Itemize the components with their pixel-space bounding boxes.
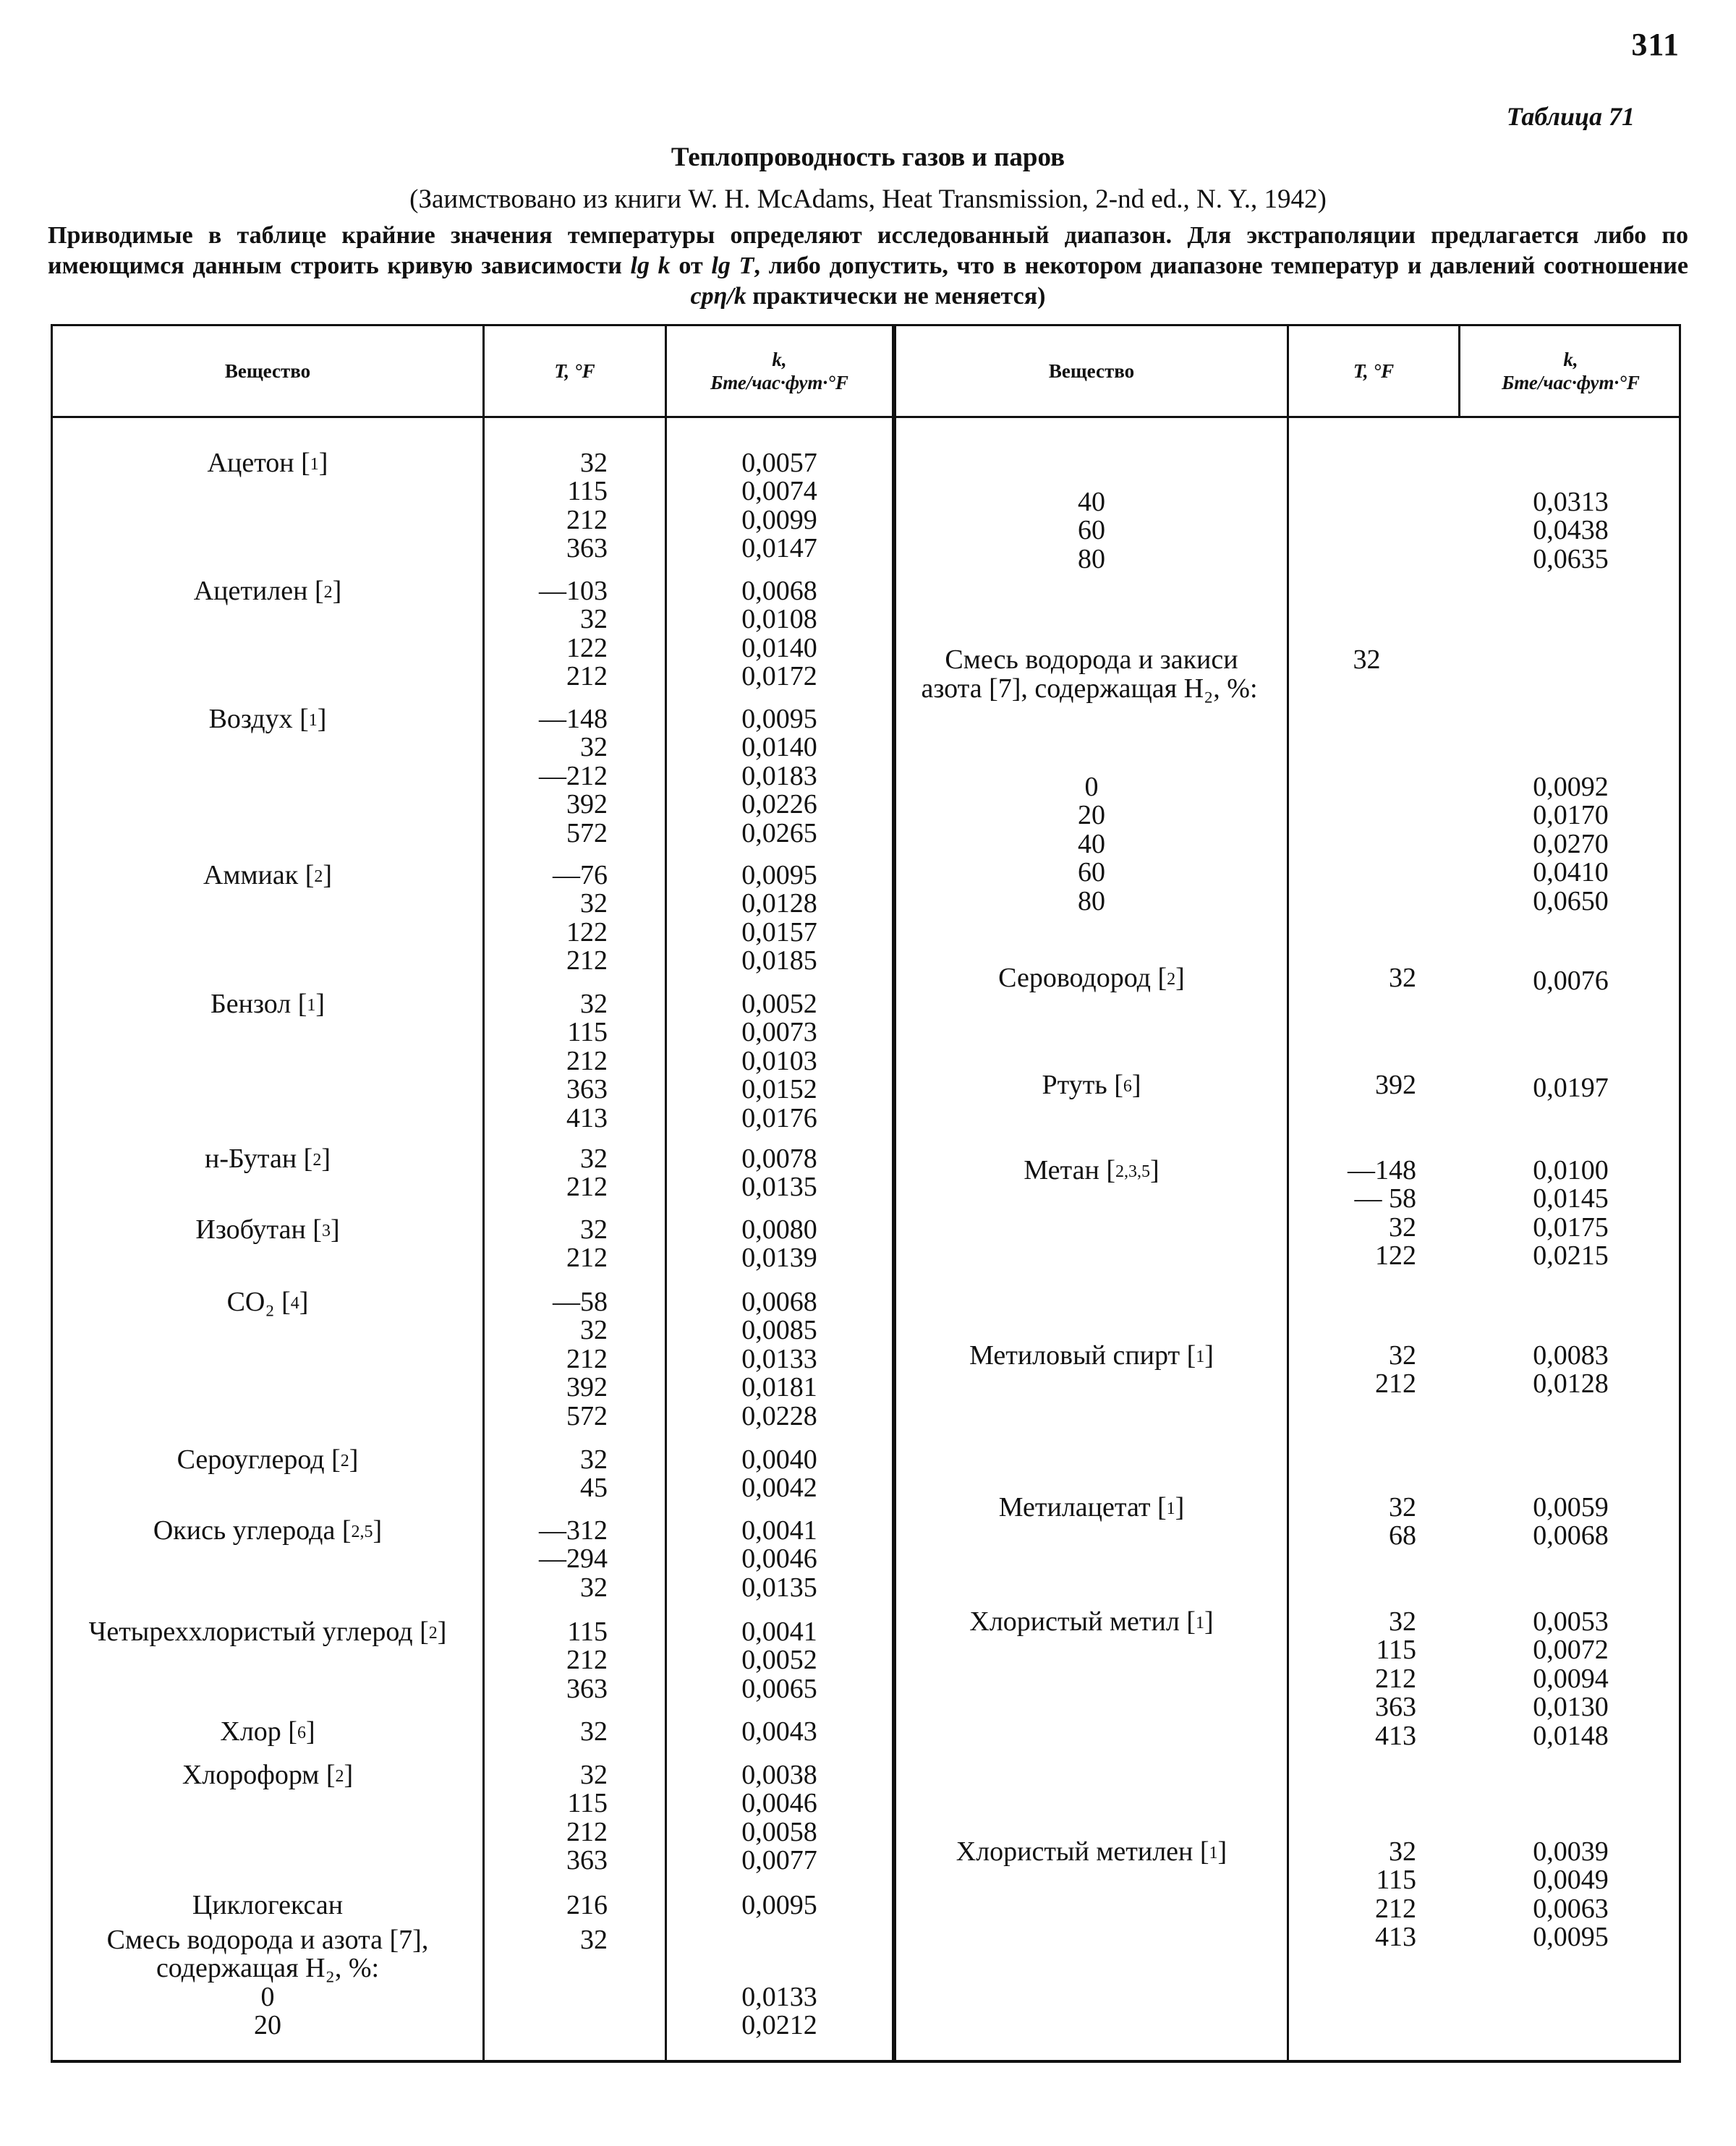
temperature-value: —148 bbox=[539, 704, 608, 734]
reference-note: [$^1$] bbox=[1179, 1606, 1214, 1637]
header-temp-right bbox=[1289, 326, 1458, 416]
substance-label: Четыреххлористый углерод bbox=[88, 1617, 413, 1647]
substance-name bbox=[896, 1157, 1287, 1185]
k-value: 0,0145 bbox=[1533, 1183, 1609, 1214]
k-value: 0,0147 bbox=[741, 533, 817, 564]
intro-lgT: lg T bbox=[711, 252, 754, 279]
temperature-value: 32 bbox=[580, 1214, 608, 1245]
substance-label: Аммиак bbox=[203, 860, 299, 890]
temperature-value: 572 bbox=[566, 817, 608, 848]
substance-name bbox=[53, 1216, 482, 1244]
k-value: 0,0092 bbox=[1533, 772, 1609, 802]
reference-note: [$^1$] bbox=[291, 989, 326, 1019]
reference-note: [$^1$] bbox=[292, 704, 327, 734]
k-value: 0,0139 bbox=[741, 1243, 817, 1274]
reference-note: [$^2$] bbox=[324, 1444, 359, 1475]
temperature-value: 363 bbox=[566, 1074, 608, 1105]
k-value: 0,0176 bbox=[741, 1102, 817, 1133]
temperature-value: 572 bbox=[566, 1400, 608, 1431]
temperature-value: — 58 bbox=[1354, 1183, 1416, 1214]
k-value: 0,0065 bbox=[741, 1673, 817, 1704]
k-value: 0,0157 bbox=[741, 916, 817, 948]
k-value: 0,0046 bbox=[741, 1788, 817, 1819]
substance-label: CO₂ bbox=[226, 1287, 275, 1317]
substance-name bbox=[53, 1618, 482, 1646]
temperature-value: 122 bbox=[1375, 1240, 1416, 1272]
k-value: 0,0085 bbox=[741, 1315, 817, 1346]
substance-label: н-Бутан bbox=[205, 1144, 297, 1174]
reference-number: 2 bbox=[1167, 970, 1176, 989]
k-value: 0,0059 bbox=[1533, 1492, 1609, 1523]
reference-number: 2 bbox=[340, 1452, 349, 1470]
h2-percent: 20 bbox=[1078, 800, 1105, 831]
temperature-value: 32 bbox=[580, 1444, 608, 1475]
reference-number: 1 bbox=[1195, 1614, 1204, 1632]
substance-name: Смесь водорода и закиси bbox=[945, 644, 1238, 675]
intro-part2: от bbox=[670, 252, 712, 279]
substance-label: Хлороформ bbox=[182, 1760, 320, 1790]
substance-label: Ацетилен bbox=[193, 576, 308, 606]
substance-label: Циклогексан bbox=[192, 1890, 344, 1920]
substance-label: Метан bbox=[1024, 1155, 1099, 1185]
reference-number: 1 bbox=[1209, 1844, 1218, 1862]
substance-label: Метилацетат bbox=[998, 1492, 1151, 1523]
reference-note: [$^6$] bbox=[281, 1716, 315, 1747]
intro-ratio: cpη/k bbox=[690, 283, 746, 310]
reference-note: [$^2$] bbox=[319, 1760, 354, 1790]
k-value: 0,0078 bbox=[741, 1144, 817, 1174]
k-value: 0,0270 bbox=[1533, 828, 1609, 859]
col-divider-center bbox=[892, 326, 896, 2060]
substance-name bbox=[53, 449, 482, 477]
k-value: 0,0042 bbox=[741, 1473, 817, 1504]
source-note: (Заимствовано из книги W. H. McAdams, Heat Transmission, 2-nd ed., N. Y., 1942) bbox=[409, 184, 1327, 214]
temperature-value: 212 bbox=[1375, 1368, 1416, 1400]
k-value: 0,0074 bbox=[741, 476, 817, 507]
substance-name bbox=[896, 1608, 1287, 1636]
temperature-value: 216 bbox=[566, 1890, 608, 1920]
temperature-value: 212 bbox=[1375, 1893, 1416, 1924]
temperature-value: 212 bbox=[566, 1045, 608, 1076]
k-value: 0,0053 bbox=[1533, 1606, 1609, 1637]
k-value: 0,0197 bbox=[1533, 1073, 1609, 1103]
substance-name bbox=[53, 1718, 482, 1746]
temperature-value: 212 bbox=[1375, 1663, 1416, 1694]
k-value: 0,0068 bbox=[741, 1287, 817, 1317]
reference-number: 4 bbox=[290, 1294, 299, 1313]
temperature-value: 363 bbox=[566, 1845, 608, 1876]
k-value: 0,0185 bbox=[741, 945, 817, 976]
k-value: 0,0057 bbox=[741, 448, 817, 478]
header-temp-text: T, °F bbox=[1353, 360, 1395, 382]
reference-note: [$^3$] bbox=[305, 1214, 340, 1245]
reference-number: 1 bbox=[1196, 1347, 1205, 1366]
h2-percent: 0 bbox=[260, 1981, 275, 2012]
reference-note: [$^2$] bbox=[1151, 963, 1185, 993]
temperature-value: 115 bbox=[1376, 1635, 1416, 1666]
k-value: 0,0133 bbox=[741, 1343, 817, 1374]
substance-label: Воздух bbox=[208, 704, 293, 734]
temperature-value: 32 bbox=[580, 1572, 608, 1603]
temperature-value: 32 bbox=[580, 1315, 608, 1346]
k-value: 0,0072 bbox=[1533, 1635, 1609, 1666]
substance-label: Окись углерода bbox=[153, 1515, 336, 1546]
k-value: 0,0095 bbox=[741, 860, 817, 890]
reference-note: [$^4$] bbox=[274, 1287, 309, 1317]
page-title: Теплопроводность газов и паров bbox=[671, 142, 1065, 172]
header-substance-left bbox=[53, 326, 482, 416]
reference-note: [$^1$] bbox=[1150, 1492, 1185, 1523]
reference-note: [$^2$] bbox=[298, 860, 332, 890]
temperature-value: 115 bbox=[1376, 1865, 1416, 1896]
substance-name bbox=[53, 1145, 482, 1173]
header-substance-text: Вещество bbox=[224, 360, 311, 382]
table-label: Таблица 71 bbox=[1506, 102, 1635, 131]
reference-note: [$^2$] bbox=[412, 1617, 447, 1647]
reference-number: 2 bbox=[314, 867, 323, 886]
header-k-bottom: Бте/час·фут·°F bbox=[1502, 372, 1640, 393]
substance-label: Хлористый метилен bbox=[956, 1836, 1194, 1867]
k-value: 0,0108 bbox=[741, 604, 817, 635]
k-value: 0,0094 bbox=[1533, 1663, 1609, 1694]
temperature-value: 68 bbox=[1389, 1520, 1416, 1551]
reference-note: [$^{2,5}$] bbox=[335, 1515, 383, 1546]
reference-note: [$^2$] bbox=[307, 576, 342, 606]
temperature-value: 212 bbox=[566, 1645, 608, 1676]
temperature-value: 212 bbox=[566, 1343, 608, 1374]
reference-number: 2 bbox=[335, 1767, 344, 1786]
k-value: 0,0095 bbox=[741, 1890, 817, 1920]
page-number: 311 bbox=[1631, 27, 1680, 62]
k-value: 0,0099 bbox=[741, 504, 817, 535]
k-value: 0,0135 bbox=[741, 1172, 817, 1203]
reference-number: 6 bbox=[297, 1724, 306, 1742]
temperature-value: 212 bbox=[566, 1243, 608, 1274]
reference-note: [$^2$] bbox=[297, 1144, 331, 1174]
temperature-value: 363 bbox=[566, 1673, 608, 1704]
temperature-value: 363 bbox=[1375, 1692, 1416, 1723]
temperature-value: 32 bbox=[1353, 644, 1381, 675]
substance-name: Смесь водорода и азота [7], bbox=[106, 1925, 429, 1955]
temperature-value: 115 bbox=[567, 1788, 608, 1819]
reference-note: [$^6$] bbox=[1107, 1070, 1141, 1100]
k-value: 0,0052 bbox=[741, 989, 817, 1019]
substance-label: Ртуть bbox=[1042, 1070, 1107, 1100]
k-value: 0,0083 bbox=[1533, 1340, 1609, 1371]
temperature-value: 392 bbox=[566, 1372, 608, 1403]
temperature-value: 32 bbox=[1389, 1212, 1416, 1243]
temperature-value: 413 bbox=[566, 1102, 608, 1133]
substance-name bbox=[896, 964, 1287, 992]
header-temp-left bbox=[485, 326, 665, 416]
h2-percent: 60 bbox=[1078, 857, 1105, 888]
intro-paragraph bbox=[48, 221, 1688, 312]
k-value: 0,0133 bbox=[741, 1981, 817, 2012]
temperature-value: 212 bbox=[566, 504, 608, 535]
k-value: 0,0313 bbox=[1533, 487, 1609, 517]
k-value: 0,0438 bbox=[1533, 515, 1609, 546]
k-value: 0,0095 bbox=[741, 704, 817, 734]
temperature-value: 32 bbox=[1389, 1340, 1416, 1371]
temperature-value: 392 bbox=[1375, 1070, 1416, 1100]
temperature-value: 392 bbox=[566, 789, 608, 820]
substance-label: Бензол bbox=[210, 989, 292, 1019]
reference-number: 1 bbox=[310, 455, 319, 474]
temperature-value: 32 bbox=[580, 732, 608, 763]
substance-name-cont: содержащая H₂, %: bbox=[156, 1953, 380, 1984]
k-value: 0,0039 bbox=[1533, 1836, 1609, 1867]
reference-number: 2,5 bbox=[351, 1523, 373, 1541]
temperature-value: 122 bbox=[566, 916, 608, 948]
k-value: 0,0049 bbox=[1533, 1865, 1609, 1896]
temperature-value: 115 bbox=[567, 476, 608, 507]
k-value: 0,0172 bbox=[741, 661, 817, 692]
temperature-value: 32 bbox=[580, 888, 608, 919]
temperature-value: 32 bbox=[580, 1716, 608, 1747]
substance-name bbox=[53, 705, 482, 733]
temperature-value: 32 bbox=[580, 448, 608, 478]
reference-number: 2 bbox=[428, 1624, 438, 1643]
temperature-value: 32 bbox=[580, 989, 608, 1019]
h2-percent: 80 bbox=[1078, 885, 1105, 916]
k-value: 0,0052 bbox=[741, 1645, 817, 1676]
substance-label: Хлористый метил bbox=[969, 1606, 1180, 1637]
header-k-top: k, bbox=[772, 349, 787, 370]
substance-name bbox=[896, 1071, 1287, 1099]
temperature-value: 32 bbox=[580, 604, 608, 635]
k-value: 0,0410 bbox=[1533, 857, 1609, 888]
temperature-value: 212 bbox=[566, 1816, 608, 1847]
k-value: 0,0212 bbox=[741, 2010, 817, 2041]
k-value: 0,0152 bbox=[741, 1074, 817, 1105]
k-value: 0,0100 bbox=[1533, 1155, 1609, 1185]
intro-lgk: lg k bbox=[630, 252, 671, 279]
substance-name bbox=[53, 1517, 482, 1545]
k-value: 0,0095 bbox=[1533, 1922, 1609, 1953]
temperature-value: 363 bbox=[566, 533, 608, 564]
k-value: 0,0140 bbox=[741, 632, 817, 663]
header-k-right bbox=[1460, 326, 1681, 416]
intro-part4: практически не меняется) bbox=[746, 283, 1046, 310]
k-value: 0,0228 bbox=[741, 1400, 817, 1431]
temperature-value: 32 bbox=[580, 1925, 608, 1955]
k-value: 0,0058 bbox=[741, 1816, 817, 1847]
h2-percent: 20 bbox=[254, 2010, 281, 2041]
temperature-value: —76 bbox=[553, 860, 608, 890]
header-divider bbox=[53, 416, 1679, 418]
k-value: 0,0063 bbox=[1533, 1893, 1609, 1924]
temperature-value: 115 bbox=[567, 1017, 608, 1048]
h2-percent: 80 bbox=[1078, 543, 1105, 574]
k-value: 0,0077 bbox=[741, 1845, 817, 1876]
k-value: 0,0040 bbox=[741, 1444, 817, 1475]
temperature-value: 413 bbox=[1375, 1720, 1416, 1751]
temperature-value: 115 bbox=[567, 1617, 608, 1647]
header-substance-text: Вещество bbox=[1048, 360, 1135, 382]
reference-number: 3 bbox=[321, 1222, 331, 1240]
temperature-value: 212 bbox=[566, 1172, 608, 1203]
temperature-value: —148 bbox=[1348, 1155, 1416, 1185]
k-value: 0,0076 bbox=[1533, 966, 1609, 996]
substance-name bbox=[896, 1494, 1287, 1522]
k-value: 0,0226 bbox=[741, 789, 817, 820]
reference-number: 6 bbox=[1123, 1077, 1132, 1096]
substance-name bbox=[896, 1838, 1287, 1866]
k-value: 0,0135 bbox=[741, 1572, 817, 1603]
temperature-value: 122 bbox=[566, 632, 608, 663]
k-value: 0,0128 bbox=[1533, 1368, 1609, 1400]
k-value: 0,0130 bbox=[1533, 1692, 1609, 1723]
temperature-value: 32 bbox=[1389, 1836, 1416, 1867]
temperature-value: 32 bbox=[1389, 1606, 1416, 1637]
substance-label: Метиловый спирт bbox=[969, 1340, 1180, 1371]
substance-label: Изобутан bbox=[195, 1214, 306, 1245]
reference-note: [$^1$] bbox=[294, 448, 328, 478]
temperature-value: —312 bbox=[539, 1515, 608, 1546]
intro-part3: , либо допустить, что в некотором диапазоне температур и давлений соотношение bbox=[754, 252, 1688, 279]
k-value: 0,0170 bbox=[1533, 800, 1609, 831]
k-value: 0,0183 bbox=[741, 760, 817, 791]
reference-note: [$^1$] bbox=[1193, 1836, 1227, 1867]
k-value: 0,0038 bbox=[741, 1760, 817, 1790]
h2-percent: 60 bbox=[1078, 515, 1105, 546]
reference-number: 2,3,5 bbox=[1115, 1162, 1150, 1181]
k-value: 0,0041 bbox=[741, 1515, 817, 1546]
k-value: 0,0073 bbox=[741, 1017, 817, 1048]
header-k-bottom: Бте/час·фут·°F bbox=[710, 372, 848, 393]
reference-note: [$^1$] bbox=[1180, 1340, 1214, 1371]
k-value: 0,0128 bbox=[741, 888, 817, 919]
reference-number: 1 bbox=[307, 996, 316, 1015]
k-value: 0,0635 bbox=[1533, 543, 1609, 574]
temperature-value: 413 bbox=[1375, 1922, 1416, 1953]
h2-percent: 40 bbox=[1078, 828, 1105, 859]
thermal-conductivity-table bbox=[51, 324, 1681, 2063]
substance-name bbox=[53, 990, 482, 1018]
substance-name bbox=[53, 1288, 482, 1316]
substance-name bbox=[53, 1761, 482, 1789]
substance-label: Ацетон bbox=[207, 448, 294, 478]
k-value: 0,0175 bbox=[1533, 1212, 1609, 1243]
k-value: 0,0215 bbox=[1533, 1240, 1609, 1272]
reference-note: [$^{2,3,5}$] bbox=[1099, 1155, 1160, 1185]
k-value: 0,0068 bbox=[1533, 1520, 1609, 1551]
temperature-value: 212 bbox=[566, 945, 608, 976]
substance-name-cont: азота [7], содержащая H₂, %: bbox=[921, 673, 1258, 704]
substance-name bbox=[53, 1891, 482, 1920]
k-value: 0,0103 bbox=[741, 1045, 817, 1076]
header-temp-text: T, °F bbox=[554, 360, 595, 382]
reference-number: 2 bbox=[323, 583, 333, 602]
reference-number: 1 bbox=[308, 711, 318, 730]
k-value: 0,0265 bbox=[741, 817, 817, 848]
k-value: 0,0080 bbox=[741, 1214, 817, 1245]
k-value: 0,0041 bbox=[741, 1617, 817, 1647]
k-value: 0,0043 bbox=[741, 1716, 817, 1747]
substance-label: Сероуглерод bbox=[176, 1444, 325, 1475]
substance-name bbox=[896, 1342, 1287, 1370]
h2-percent: 40 bbox=[1078, 487, 1105, 517]
k-value: 0,0068 bbox=[741, 576, 817, 606]
header-k-left bbox=[667, 326, 892, 416]
header-k-top: k, bbox=[1563, 349, 1578, 370]
substance-label: Хлор bbox=[220, 1716, 281, 1747]
substance-name bbox=[53, 1446, 482, 1474]
k-value: 0,0650 bbox=[1533, 885, 1609, 916]
reference-number: 2 bbox=[312, 1151, 322, 1170]
k-value: 0,0148 bbox=[1533, 1720, 1609, 1751]
temperature-value: —294 bbox=[539, 1543, 608, 1575]
header-substance-right bbox=[896, 326, 1287, 416]
temperature-value: 32 bbox=[580, 1144, 608, 1174]
substance-label: Сероводород bbox=[998, 963, 1152, 993]
temperature-value: —103 bbox=[539, 576, 608, 606]
k-value: 0,0181 bbox=[741, 1372, 817, 1403]
temperature-value: 32 bbox=[1389, 1492, 1416, 1523]
temperature-value: 32 bbox=[580, 1760, 608, 1790]
reference-number: 1 bbox=[1166, 1499, 1175, 1518]
substance-name bbox=[53, 577, 482, 605]
temperature-value: 45 bbox=[580, 1473, 608, 1504]
k-value: 0,0140 bbox=[741, 732, 817, 763]
temperature-value: 32 bbox=[1389, 963, 1416, 993]
k-value: 0,0046 bbox=[741, 1543, 817, 1575]
temperature-value: —58 bbox=[553, 1287, 608, 1317]
temperature-value: —212 bbox=[539, 760, 608, 791]
h2-percent: 0 bbox=[1084, 772, 1099, 802]
intro-part1: Приводимые в таблице крайние значения температуры определяют исследованный диапазон. Для экстраполяции предлагается либо по имеющимся данным строить кривую зависимости bbox=[48, 222, 1688, 279]
substance-name bbox=[53, 861, 482, 890]
temperature-value: 212 bbox=[566, 661, 608, 692]
